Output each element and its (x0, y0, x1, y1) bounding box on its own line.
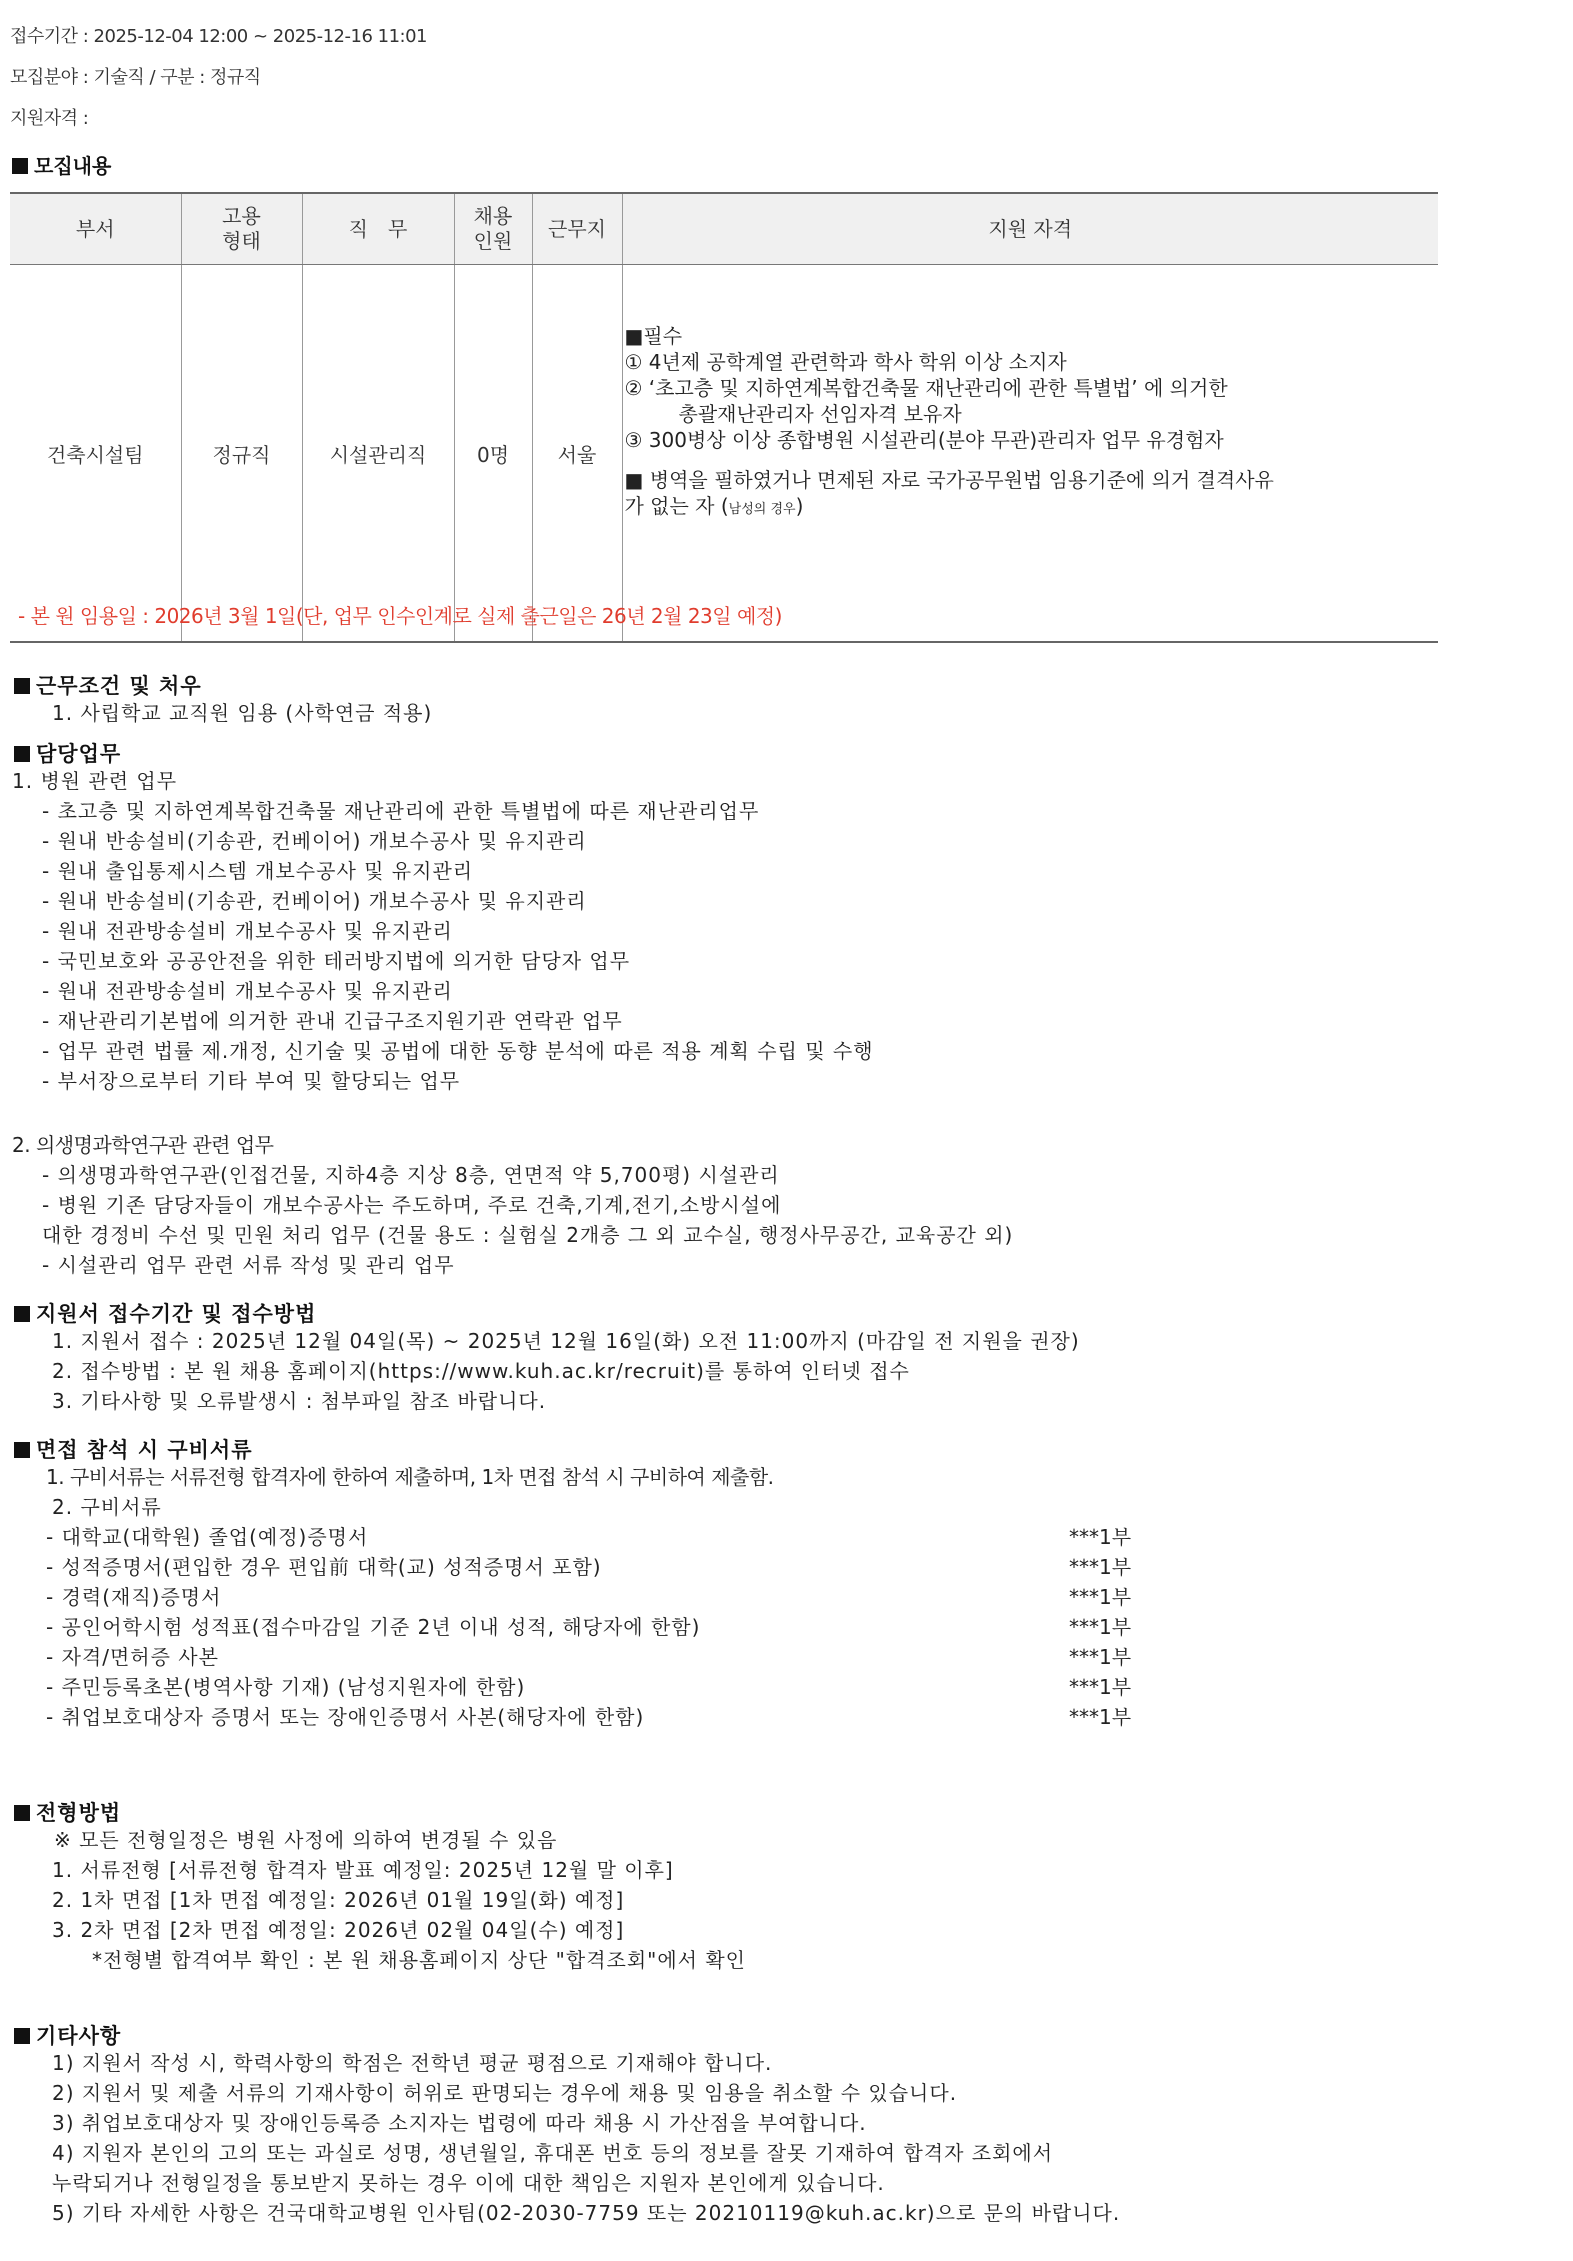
list-item: 3) 취업보호대상자 및 장애인등록증 소지자는 법령에 따라 채용 시 가산점을 부여합니다. (52, 2111, 867, 2135)
qualification-label: 지원자격 : (10, 108, 89, 129)
qual-military-2: 가 없는 자 (남성의 경우) (624, 494, 804, 518)
list-item: 2. 1차 면접 [1차 면접 예정일: 2026년 01월 19일(화) 예정] (52, 1888, 625, 1912)
list-item: 누락되거나 전형일정을 통보받지 못하는 경우 이에 대한 책임은 지원자 본인에게 있습니다. (52, 2171, 885, 2195)
square-bullet-icon (14, 678, 30, 694)
list-item: 5) 기타 자세한 사항은 건국대학교병원 인사팀(02-2030-7759 또는 20210119@kuh.ac.kr)으로 문의 바랍니다. (52, 2201, 1121, 2225)
square-bullet-icon (14, 1442, 30, 1458)
square-bullet-icon (14, 746, 30, 762)
etc-section-title: 기타사항 (14, 2020, 121, 2050)
cell-dept: 건축시설팀 (10, 265, 181, 643)
list-item: - 자격/면허증 사본 ***1부 (46, 1645, 1132, 1669)
apply-list (52, 1326, 1080, 1416)
list-item: - 원내 반송설비(기송관, 컨베이어) 개보수공사 및 유지관리 (42, 889, 587, 913)
cell-headcount: 0명 (454, 265, 532, 643)
qual-item-3: ③ 300병상 이상 종합병원 시설관리(분야 무관)관리자 업무 유경험자 (624, 428, 1224, 452)
conditions-list (52, 698, 432, 728)
list-item: - 원내 반송설비(기송관, 컨베이어) 개보수공사 및 유지관리 (42, 829, 587, 853)
docs-intro: 1. 구비서류는 서류전형 합격자에 한하여 제출하며, 1차 면접 참석 시 구비하여 제출함. (46, 1465, 774, 1489)
recruit-section-title: 모집내용 (12, 150, 111, 179)
list-item: - 원내 전관방송설비 개보수공사 및 유지관리 (42, 919, 453, 943)
square-bullet-icon (14, 1306, 30, 1322)
list-item: 1. 사립학교 교직원 임용 (사학연금 적용) (52, 701, 433, 725)
list-item: - 부서장으로부터 기타 부여 및 할당되는 업무 (42, 1069, 461, 1093)
list-item: - 성적증명서(편입한 경우 편입前 대학(교) 성적증명서 포함) ***1부 (46, 1555, 1132, 1579)
duties-section-title: 담당업무 (14, 738, 121, 768)
list-item: 2) 지원서 및 제출 서류의 기재사항이 허위로 판명되는 경우에 채용 및 임용을 취소할 수 있습니다. (52, 2081, 958, 2105)
docs-list (46, 1462, 1132, 1732)
list-item: - 업무 관련 법률 제.개정, 신기술 및 공법에 대한 동향 분석에 따른 적용 계획 수립 및 수행 (42, 1039, 874, 1063)
list-item: - 재난관리기본법에 의거한 관내 긴급구조지원기관 연락관 업무 (42, 1009, 623, 1033)
qual-military-1: ■ 병역을 필하였거나 면제된 자로 국가공무원법 임용기준에 의거 결격사유 (624, 468, 1274, 492)
cell-duty: 시설관리직 (302, 265, 454, 643)
table-row (10, 265, 1438, 643)
header-qualification: 지원 자격 (622, 193, 1438, 265)
header-duty: 직 무 (302, 193, 454, 265)
square-bullet-icon (14, 2028, 30, 2044)
table-header-row (10, 193, 1438, 265)
apply-section-title: 지원서 접수기간 및 접수방법 (14, 1298, 316, 1328)
duties-group-2-title: 2. 의생명과학연구관 관련 업무 (12, 1133, 274, 1157)
qual-required-label: ■필수 (624, 324, 683, 348)
selection-list (52, 1825, 746, 1975)
duties-group-1-title: 1. 병원 관련 업무 (12, 769, 178, 793)
list-item: - 경력(재직)증명서 ***1부 (46, 1585, 1132, 1609)
cell-location: 서울 (532, 265, 622, 643)
conditions-section-title: 근무조건 및 처우 (14, 670, 202, 700)
start-date-note: - 본 원 임용일 : 2026년 3월 1일(단, 업무 인수인계로 실제 출근일은 26년 2월 23일 예정) (18, 604, 782, 628)
square-bullet-icon (14, 1805, 30, 1821)
qual-item-1: ① 4년제 공학계열 관련학과 학사 학위 이상 소지자 (624, 350, 1067, 374)
list-item: 1. 서류전형 [서류전형 합격자 발표 예정일: 2025년 12월 말 이후] (52, 1858, 674, 1882)
list-item: 1) 지원서 작성 시, 학력사항의 학점은 전학년 평균 평점으로 기재해야 합니다. (52, 2051, 773, 2075)
list-item: - 대학교(대학원) 졸업(예정)증명서 ***1부 (46, 1525, 1132, 1549)
list-item: 3. 2차 면접 [2차 면접 예정일: 2026년 02월 04일(수) 예정] (52, 1918, 625, 1942)
square-bullet-icon (12, 158, 28, 174)
list-item: 1. 지원서 접수 : 2025년 12월 04일(목) ~ 2025년 12월 16일(화) 오전 11:00까지 (마감일 전 지원을 권장) (52, 1329, 1080, 1353)
cell-qualification (622, 265, 1438, 643)
list-item: - 공인어학시험 성적표(접수마감일 기준 2년 이내 성적, 해당자에 한함) ***1부 (46, 1615, 1132, 1639)
list-item: - 원내 출입통제시스템 개보수공사 및 유지관리 (42, 859, 474, 883)
header-dept: 부서 (10, 193, 181, 265)
list-item: - 주민등록초본(병역사항 기재) (남성지원자에 한함) ***1부 (46, 1675, 1132, 1699)
list-item: - 원내 전관방송설비 개보수공사 및 유지관리 (42, 979, 453, 1003)
duties-group-1 (12, 766, 874, 1096)
duties-group-2 (12, 1130, 1013, 1280)
list-item: - 병원 기존 담당자들이 개보수공사는 주도하며, 주로 건축,기계,전기,소방시설에 (42, 1193, 782, 1217)
selection-note: ※ 모든 전형일정은 병원 사정에 의하여 변경될 수 있음 (54, 1828, 558, 1852)
cell-employment-type: 정규직 (181, 265, 302, 643)
recruit-field: 모집분야 : 기술직 / 구분 : 정규직 (10, 67, 261, 88)
list-item: - 시설관리 업무 관련 서류 작성 및 관리 업무 (42, 1253, 455, 1277)
docs-section-title: 면접 참석 시 구비서류 (14, 1434, 253, 1464)
header-employment-type: 고용 형태 (181, 193, 302, 265)
selection-footnote: *전형별 합격여부 확인 : 본 원 채용홈페이지 상단 "합격조회"에서 확인 (92, 1948, 746, 1972)
header-location: 근무지 (532, 193, 622, 265)
list-item: 2. 접수방법 : 본 원 채용 홈페이지(https://www.kuh.ac.kr/recruit)를 통하여 인터넷 접수 (52, 1359, 910, 1383)
list-item: - 국민보호와 공공안전을 위한 테러방지법에 의거한 담당자 업무 (42, 949, 631, 973)
list-item: 대한 경정비 수선 및 민원 처리 업무 (건물 용도 : 실험실 2개층 그 외 교수실, 행정사무공간, 교육공간 외) (42, 1223, 1014, 1247)
recruit-table (10, 192, 1438, 643)
list-item: 4) 지원자 본인의 고의 또는 과실로 성명, 생년월일, 휴대폰 번호 등의 정보를 잘못 기재하여 합격자 조회에서 (52, 2141, 1054, 2165)
list-item: - 취업보호대상자 증명서 또는 장애인증명서 사본(해당자에 한함) ***1부 (46, 1705, 1132, 1729)
list-item: - 초고층 및 지하연계복합건축물 재난관리에 관한 특별법에 따른 재난관리업무 (42, 799, 760, 823)
list-item: 3. 기타사항 및 오류발생시 : 첨부파일 참조 바랍니다. (52, 1389, 547, 1413)
qual-item-2-cont: 총괄재난관리자 선임자격 보유자 (678, 402, 962, 426)
application-period: 접수기간 : 2025-12-04 12:00 ~ 2025-12-16 11:01 (10, 26, 427, 47)
etc-list (52, 2048, 1120, 2228)
qual-item-2: ② ‘초고층 및 지하연계복합건축물 재난관리에 관한 특별법’ 에 의거한 (624, 376, 1228, 400)
selection-section-title: 전형방법 (14, 1797, 121, 1827)
docs-subtitle: 2. 구비서류 (52, 1495, 162, 1519)
list-item: - 의생명과학연구관(인접건물, 지하4층 지상 8층, 연면적 약 5,700평) 시설관리 (42, 1163, 780, 1187)
header-headcount: 채용 인원 (454, 193, 532, 265)
